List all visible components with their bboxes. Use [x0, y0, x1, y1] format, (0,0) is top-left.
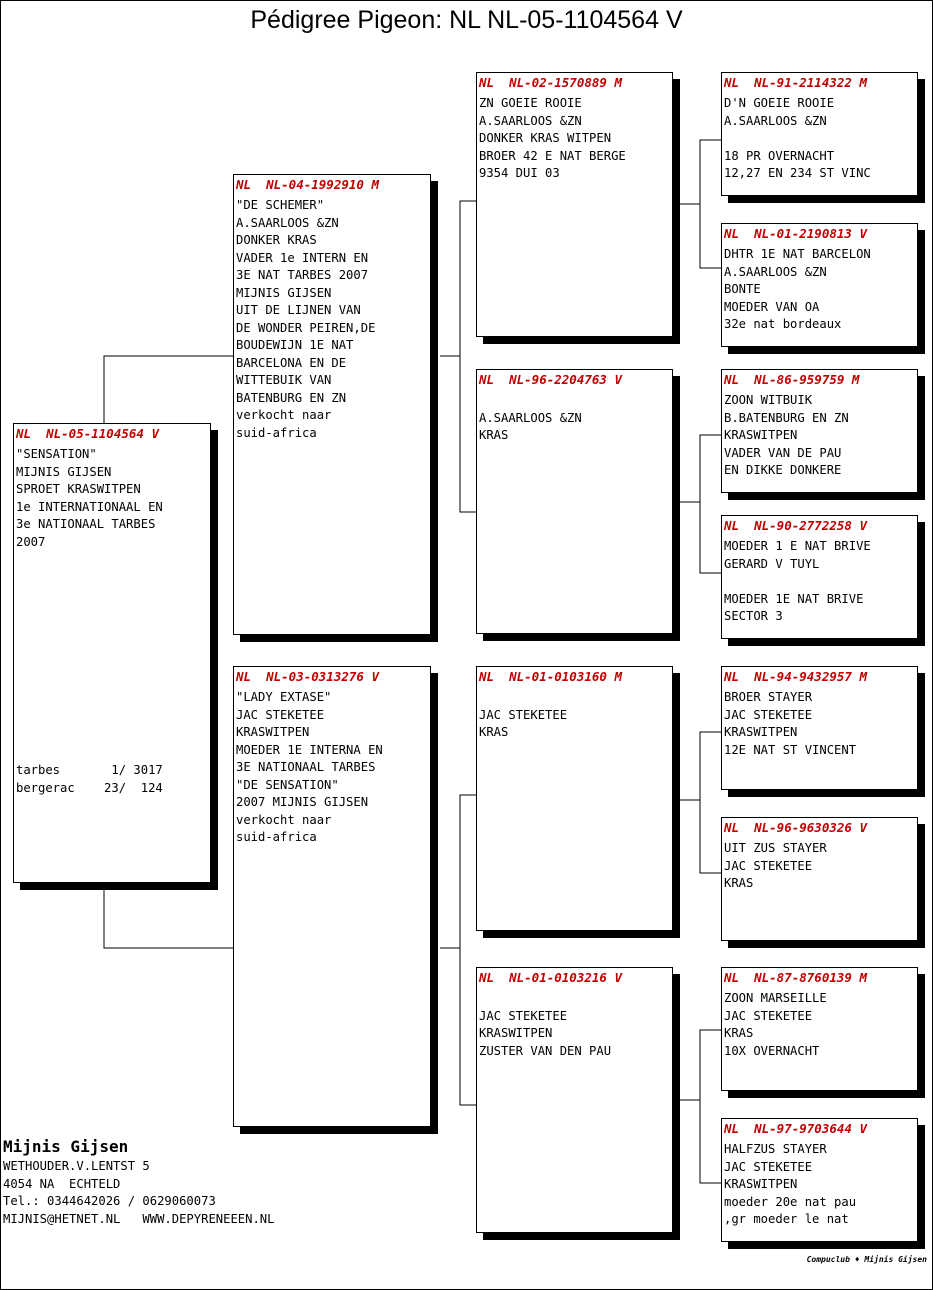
- card-line: JAC STEKETEE: [724, 707, 813, 722]
- card-line: [724, 130, 915, 148]
- great-grandparent-card-5: [721, 666, 918, 790]
- owner-city: 4054 NA ECHTELD: [3, 1176, 121, 1191]
- card-line: [479, 392, 670, 410]
- card-line: KRASWITPEN: [724, 1177, 798, 1191]
- ring-number: NL NL-01-0103216 V: [479, 970, 622, 985]
- card-line: KRASWITPEN: [236, 725, 310, 739]
- sire-card: [233, 174, 431, 635]
- subject-results: [16, 762, 208, 797]
- card-line: JAC STEKETEE: [479, 707, 568, 722]
- card-line: suid-africa: [236, 425, 317, 440]
- card-line: BROER 42 E NAT BERGE: [479, 148, 626, 163]
- card-line: JAC STEKETEE: [479, 1008, 568, 1023]
- great-grandparent-card-1: [721, 72, 918, 196]
- ring-number: NL NL-97-9703644 V: [724, 1121, 867, 1136]
- ring-number: NL NL-02-1570889 M: [479, 75, 622, 90]
- card-line: MIJNIS GIJSEN: [236, 285, 332, 300]
- connector-subject-dam: [104, 890, 233, 948]
- card-line: GERARD V TUYL: [724, 556, 820, 571]
- great-grandparent-card-4: [721, 515, 918, 639]
- result-line: tarbes 1/ 3017: [16, 763, 163, 777]
- card-line: A.SAARLOOS &ZN: [479, 410, 582, 425]
- card-line: MOEDER 1E NAT BRIVE: [724, 591, 864, 606]
- owner-block: [3, 1136, 275, 1228]
- card-line: SPROET KRASWITPEN: [16, 482, 141, 496]
- card-line: DE WONDER PEIREN,DE: [236, 320, 376, 335]
- owner-contact: MIJNIS@HETNET.NL WWW.DEPYRENEEEN.NL: [3, 1211, 275, 1226]
- card-line: A.SAARLOOS &ZN: [724, 113, 827, 128]
- connector-sire-bracket: [460, 201, 476, 512]
- card-line: A.SAARLOOS &ZN: [236, 215, 339, 230]
- great-grandparent-card-6: [721, 817, 918, 941]
- card-line: KRASWITPEN: [724, 725, 798, 739]
- card-line: MIJNIS GIJSEN: [16, 464, 112, 479]
- owner-phone: Tel.: 0344642026 / 0629060073: [3, 1194, 216, 1208]
- subject-card: [13, 423, 211, 883]
- ring-number: NL NL-86-959759 M: [724, 372, 860, 387]
- card-line: "DE SENSATION": [236, 777, 339, 792]
- card-line: EN DIKKE DONKERE: [724, 463, 842, 477]
- great-grandparent-card-3: [721, 369, 918, 493]
- card-line: ZN GOEIE ROOIE: [479, 96, 582, 110]
- ring-number: NL NL-96-9630326 V: [724, 820, 867, 835]
- page-title: Pédigree Pigeon: NL NL-05-1104564 V: [250, 6, 683, 34]
- grandparent-card-2: [476, 369, 673, 634]
- result-line: bergerac 23/ 124: [16, 780, 163, 795]
- card-line: 32e nat bordeaux: [724, 317, 842, 331]
- card-line: verkocht naar: [236, 408, 332, 422]
- card-line: BOUDEWIJN 1E NAT: [236, 338, 354, 352]
- card-line: 3E NAT TARBES 2007: [236, 268, 369, 282]
- ring-number: NL NL-91-2114322 M: [724, 75, 867, 90]
- card-line: 2007 MIJNIS GIJSEN: [236, 795, 369, 809]
- card-line: 18 PR OVERNACHT: [724, 148, 835, 163]
- card-line: [479, 990, 670, 1008]
- card-line: KRAS: [724, 876, 754, 890]
- card-line: UIT DE LIJNEN VAN: [236, 303, 361, 317]
- connector-subject-sire: [104, 356, 233, 423]
- card-line: 12E NAT ST VINCENT: [724, 742, 857, 757]
- ring-number: NL NL-01-2190813 V: [724, 226, 867, 241]
- connector-gp3-bracket: [700, 732, 721, 873]
- connector-gp4-bracket: [700, 1030, 721, 1183]
- card-line: verkocht naar: [236, 812, 332, 827]
- connector-dam-bracket: [460, 795, 476, 1105]
- subject-ring-number: NL NL-05-1104564 V: [16, 426, 159, 441]
- card-line: moeder 20e nat pau: [724, 1194, 857, 1209]
- card-line: B.BATENBURG EN ZN: [724, 410, 849, 425]
- card-line: 9354 DUI 03: [479, 166, 560, 180]
- card-line: DONKER KRAS: [236, 233, 317, 247]
- card-line: BARCELONA EN DE: [236, 355, 347, 370]
- card-line: 3e NATIONAAL TARBES: [16, 517, 156, 531]
- card-line: BATENBURG EN ZN: [236, 390, 347, 405]
- card-line: suid-africa: [236, 830, 317, 844]
- card-line: "SENSATION": [16, 447, 97, 461]
- card-line: DHTR 1E NAT BARCELON: [724, 247, 871, 261]
- owner-name: Mijnis Gijsen: [3, 1137, 129, 1156]
- card-line: VADER VAN DE PAU: [724, 445, 842, 460]
- card-line: MOEDER VAN OA: [724, 299, 820, 314]
- card-line: KRAS: [724, 1026, 754, 1040]
- card-line: [724, 573, 915, 591]
- card-line: 3E NATIONAAL TARBES: [236, 760, 376, 774]
- dam-ring-number: NL NL-03-0313276 V: [236, 669, 379, 684]
- card-line: JAC STEKETEE: [724, 1008, 813, 1023]
- card-line: 12,27 EN 234 ST VINC: [724, 166, 871, 180]
- footer-credit: Compuclub ♦ Mijnis Gijsen: [806, 1255, 927, 1264]
- card-line: JAC STEKETEE: [724, 1159, 813, 1174]
- card-line: DONKER KRAS WITPEN: [479, 131, 612, 145]
- connector-gp1-bracket: [700, 140, 721, 268]
- card-line: ,gr moeder le nat: [724, 1212, 849, 1226]
- grandparent-card-1: [476, 72, 673, 337]
- ring-number: NL NL-01-0103160 M: [479, 669, 622, 684]
- card-line: ZOON WITBUIK: [724, 393, 813, 407]
- card-line: MOEDER 1 E NAT BRIVE: [724, 539, 871, 553]
- card-line: HALFZUS STAYER: [724, 1142, 827, 1156]
- card-line: JAC STEKETEE: [724, 858, 813, 873]
- card-line: KRASWITPEN: [479, 1026, 553, 1040]
- grandparent-card-4: [476, 967, 673, 1233]
- dam-card: [233, 666, 431, 1127]
- connector-gp2-bracket: [700, 435, 721, 573]
- card-line: BONTE: [724, 282, 761, 296]
- card-line: KRASWITPEN: [724, 428, 798, 442]
- great-grandparent-card-2: [721, 223, 918, 347]
- ring-number: NL NL-87-8760139 M: [724, 970, 867, 985]
- card-line: ZUSTER VAN DEN PAU: [479, 1043, 612, 1058]
- card-line: MOEDER 1E INTERNA EN: [236, 742, 383, 757]
- card-line: WITTEBUIK VAN: [236, 373, 332, 387]
- card-line: ZOON MARSEILLE: [724, 991, 827, 1005]
- card-line: "DE SCHEMER": [236, 198, 325, 212]
- great-grandparent-card-7: [721, 967, 918, 1091]
- card-line: SECTOR 3: [724, 609, 783, 623]
- card-line: VADER 1e INTERN EN: [236, 250, 369, 265]
- card-line: BROER STAYER: [724, 690, 813, 704]
- card-line: 2007: [16, 534, 46, 549]
- owner-address: WETHOUDER.V.LENTST 5: [3, 1159, 150, 1173]
- card-line: "LADY EXTASE": [236, 690, 332, 704]
- ring-number: NL NL-90-2772258 V: [724, 518, 867, 533]
- card-line: KRAS: [479, 428, 509, 442]
- card-line: A.SAARLOOS &ZN: [724, 264, 827, 279]
- sire-ring-number: NL NL-04-1992910 M: [236, 177, 379, 192]
- card-line: KRAS: [479, 725, 509, 739]
- card-line: D'N GOEIE ROOIE: [724, 96, 835, 110]
- card-line: A.SAARLOOS &ZN: [479, 113, 582, 128]
- great-grandparent-card-8: [721, 1118, 918, 1242]
- card-line: JAC STEKETEE: [236, 707, 325, 722]
- card-line: UIT ZUS STAYER: [724, 841, 827, 855]
- card-line: 1e INTERNATIONAAL EN: [16, 499, 163, 514]
- card-line: 10X OVERNACHT: [724, 1043, 820, 1058]
- grandparent-card-3: [476, 666, 673, 931]
- card-line: [479, 689, 670, 707]
- ring-number: NL NL-96-2204763 V: [479, 372, 622, 387]
- ring-number: NL NL-94-9432957 M: [724, 669, 867, 684]
